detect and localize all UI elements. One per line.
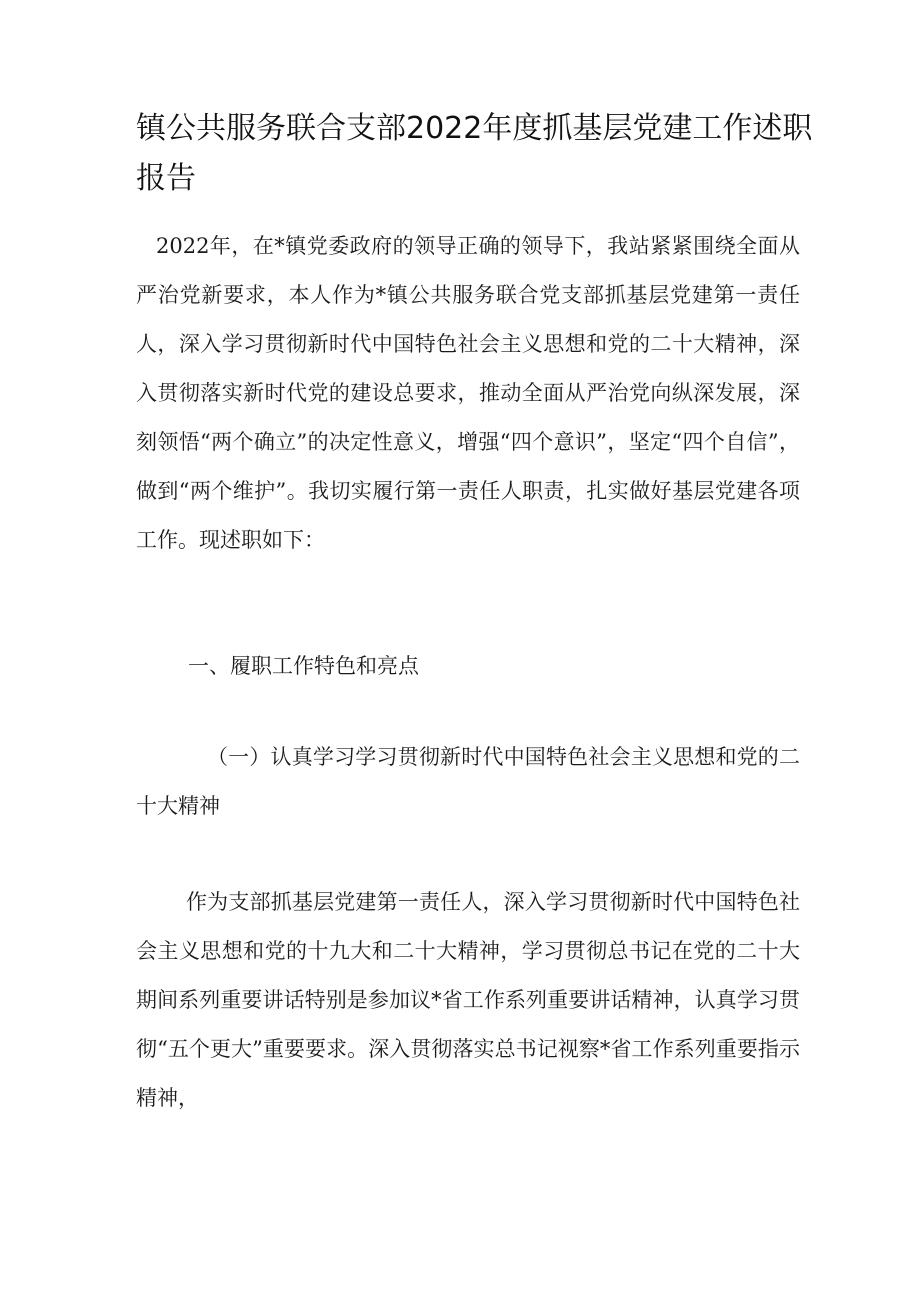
intro-paragraph: 2022年，在*镇党委政府的领导正确的领导下，我站紧紧围绕全面从严治党新要求，本人作为*镇公共服务联合党支部抓基层党建第一责任人，深入学习贯彻新时代中国特色社会主义思想和党的二十大精神，深入贯彻落实新时代党的建设总要求，推动全面从严治党向纵深发展，深刻领悟“两个确立”的决定性意义，增强“四个意识”，坚定“四个自信”，做到“两个维护”。我切实履行第一责任人职责，扎实做好基层党建各项工作。现述职如下： (136, 234, 800, 552)
subsection-body-paragraph: 作为支部抓基层党建第一责任人，深入学习贯彻新时代中国特色社会主义思想和党的十九大和二十大精神，学习贯彻总书记在党的二十大期间系列重要讲话特别是参加议*省工作系列重要讲话精神，认真学习贯彻“五个更大”重要要求。深入贯彻落实总书记视察*省工作系列重要指示精神， (136, 890, 800, 1110)
subsection-heading: （一）认真学习学习贯彻新时代中国特色社会主义思想和党的二十大精神 (136, 745, 800, 818)
document-title: 镇公共服务联合支部2022年度抓基层党建工作述职报告 (136, 111, 813, 196)
section-heading: 一、履职工作特色和亮点 (188, 654, 419, 678)
